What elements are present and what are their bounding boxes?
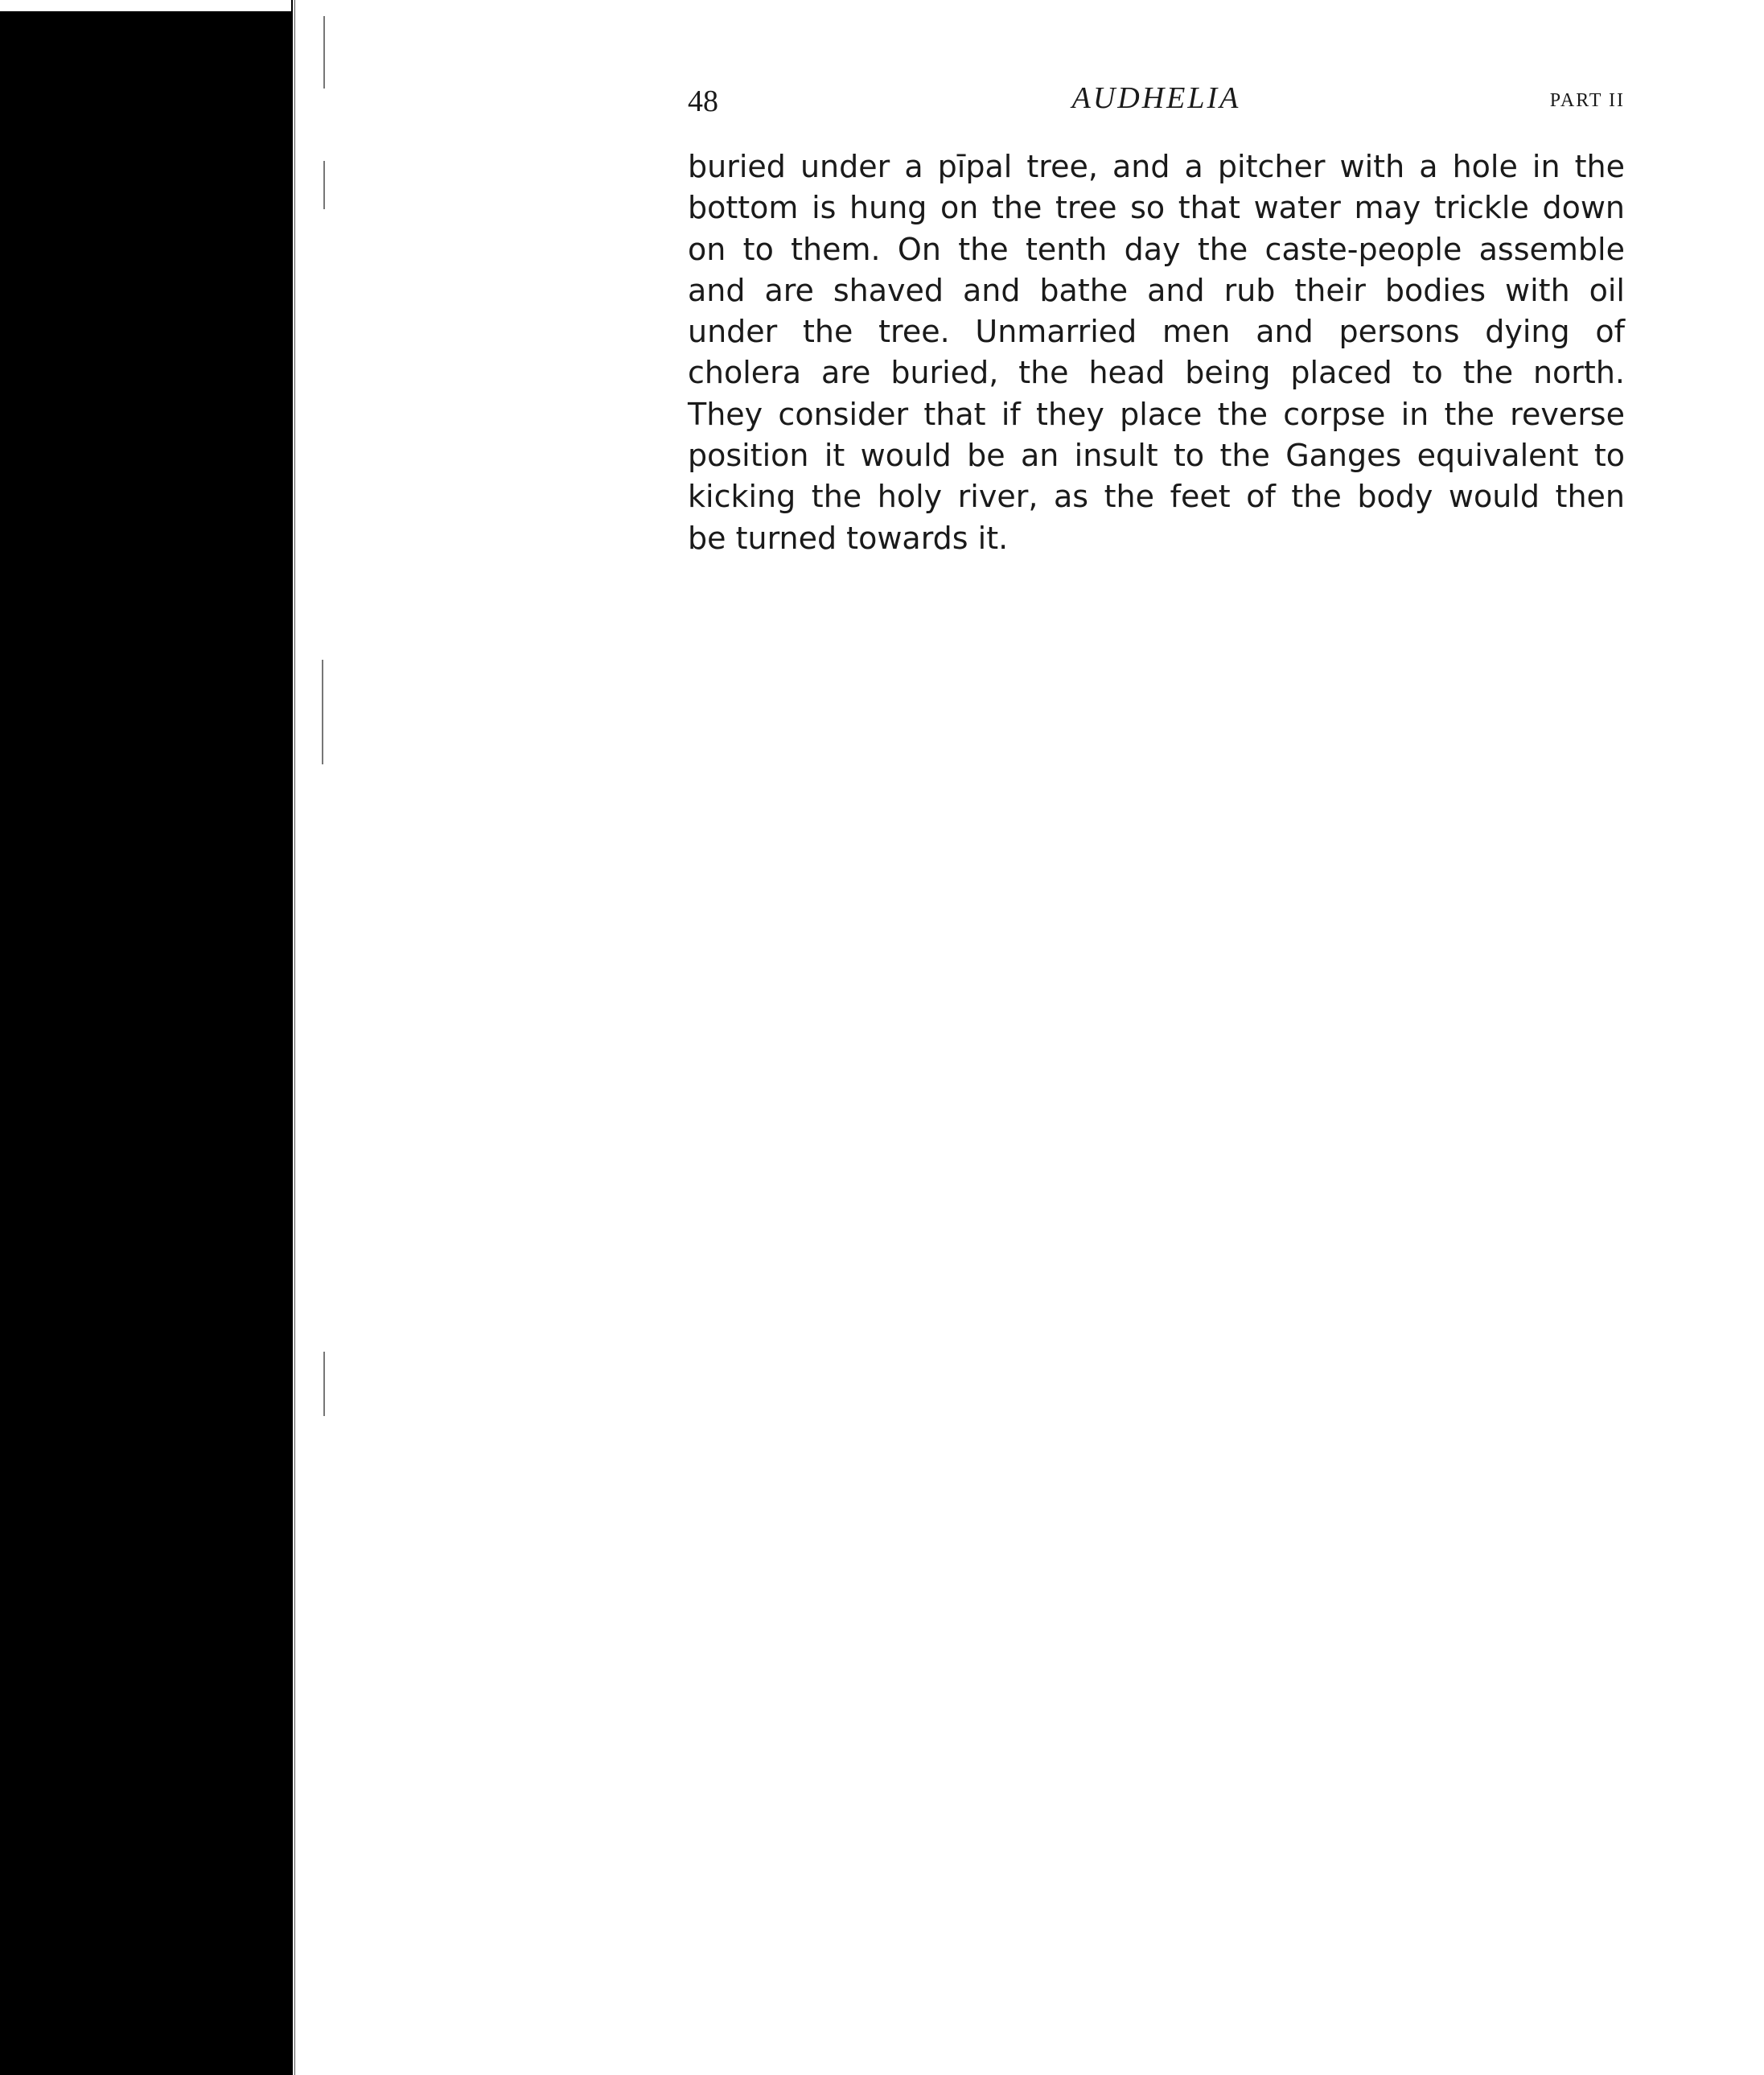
scan-edge-speck — [323, 161, 325, 209]
scan-page-edge — [291, 0, 299, 2075]
text-line: buried under a pīpal tree, and a pitcher with a hole in the — [688, 149, 1625, 184]
text-line: kicking the holy river, as the feet of the body would then — [688, 479, 1625, 515]
scan-edge-speck — [322, 660, 323, 764]
page-number: 48 — [688, 84, 718, 118]
scan-edge-speck — [323, 16, 325, 89]
scan-edge-speck — [323, 1352, 325, 1416]
text-line: They consider that if they place the corpse in the reverse — [688, 396, 1625, 432]
text-line: and are shaved and bathe and rub their bodies with oil — [688, 272, 1625, 308]
running-head — [688, 80, 1625, 129]
text-line: on to them. On the tenth day the caste-people assemble — [688, 231, 1625, 267]
text-line: cholera are buried, the head being placed to the north. — [688, 355, 1625, 391]
text-line: be turned towards it. — [688, 520, 1009, 556]
body-paragraph — [688, 146, 1625, 559]
scan-binding-shadow — [0, 11, 291, 2075]
text-line: bottom is hung on the tree so that water may trickle down — [688, 190, 1625, 226]
text-line: under the tree. Unmarried men and persons dying of — [688, 314, 1625, 350]
part-label: PART II — [1549, 90, 1625, 111]
running-title: AUDHELIA — [1071, 81, 1241, 115]
text-line: position it would be an insult to the Ganges equivalent to — [688, 438, 1625, 474]
